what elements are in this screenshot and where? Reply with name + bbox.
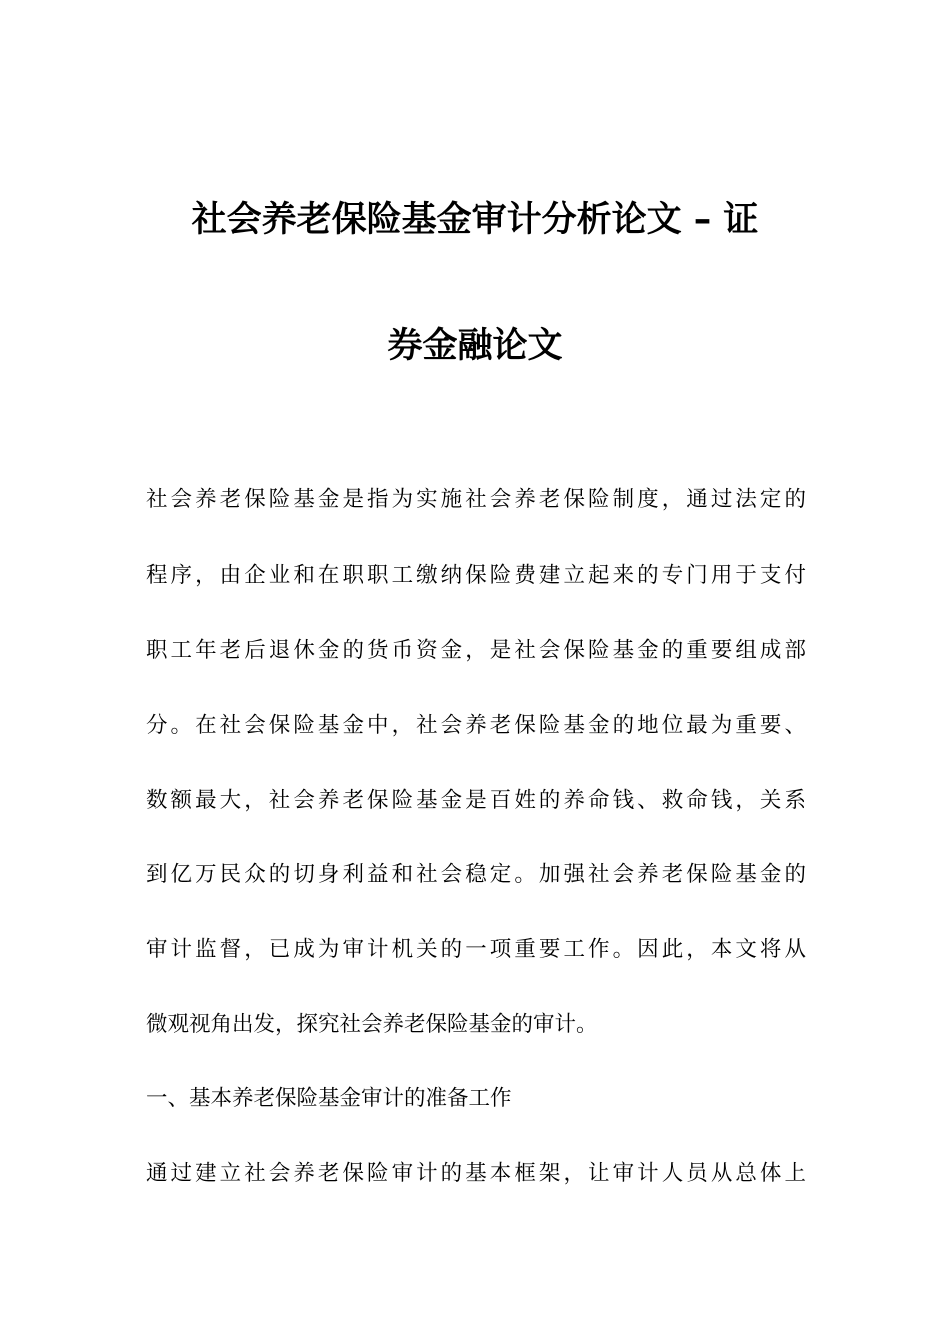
body-line-3: 职工年老后退休金的货币资金，是社会保险基金的重要组成部 <box>146 638 806 663</box>
body-line-9: 通过建立社会养老保险审计的基本框架，让审计人员从总体上 <box>146 1161 806 1186</box>
body-line-4: 分。在社会保险基金中，社会养老保险基金的地位最为重要、 <box>146 713 806 738</box>
document-title-line-2: 券金融论文 <box>387 326 563 366</box>
section-heading: 一、基本养老保险基金审计的准备工作 <box>146 1086 512 1111</box>
body-line-5: 数额最大，社会养老保险基金是百姓的养命钱、救命钱，关系 <box>146 788 806 813</box>
document-title-line-1: 社会养老保险基金审计分析论文 – 证 <box>191 200 759 240</box>
body-line-1: 社会养老保险基金是指为实施社会养老保险制度，通过法定的 <box>146 487 806 512</box>
body-line-6: 到亿万民众的切身利益和社会稳定。加强社会养老保险基金的 <box>146 862 806 887</box>
body-line-8: 微观视角出发，探究社会养老保险基金的审计。 <box>146 1012 598 1037</box>
body-line-2: 程序，由企业和在职职工缴纳保险费建立起来的专门用于支付 <box>146 563 806 588</box>
body-line-7: 审计监督，已成为审计机关的一项重要工作。因此，本文将从 <box>146 937 806 962</box>
